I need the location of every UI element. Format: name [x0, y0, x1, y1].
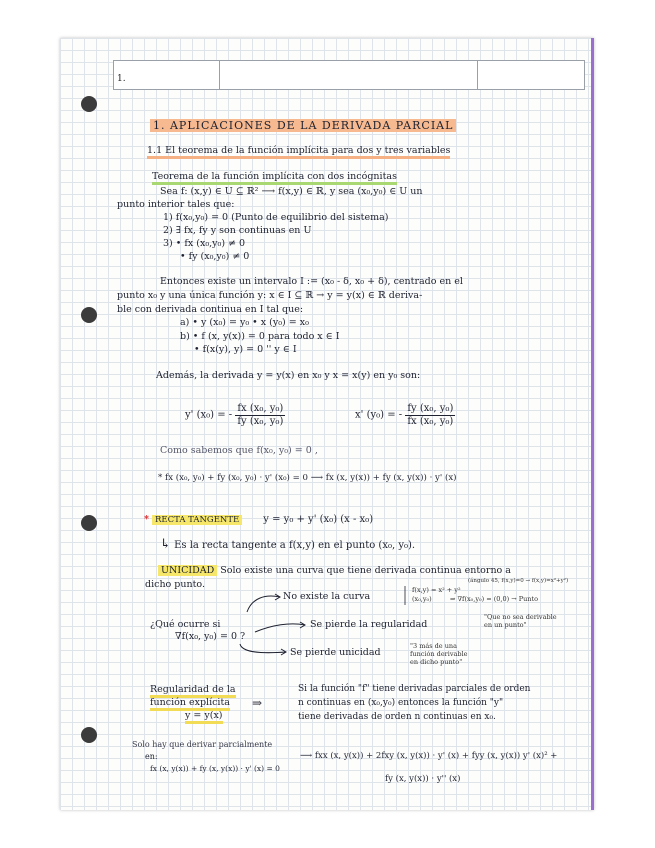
example-case: f(x,y) = x² + y²: [412, 586, 461, 594]
regularity-text: tiene derivadas de orden n continuas en x₀.: [298, 712, 496, 722]
como-sabemos: Como sabemos que f(x₀, y₀) = 0 ,: [160, 445, 318, 456]
tangent-line-description: ↳ Es la recta tangente a f(x,y) en el punto (x₀, y₀).: [160, 537, 416, 552]
branch-no-curve: No existe la curva: [283, 591, 371, 602]
property-b2: • f(x(y), y) = 0 '' y ∈ I: [194, 344, 297, 355]
derivative-intro: Además, la derivada y = y(x) en x₀ y x = x(y) en y₀ son:: [156, 370, 421, 381]
formula-y-prime: y' (x₀) = - $\frac{\text{fx (x₀, y₀)}}{\text{fy (x₀, y₀)}}$: [185, 403, 284, 427]
regularity-text: n continuas en (x₀,y₀) entonces la función "y": [298, 698, 504, 708]
second-derivative-line: fy (x, y(x)) · y'' (x): [385, 774, 461, 784]
regularity-label: función explícita: [150, 698, 230, 709]
question-line: ¿Qué ocurre si: [150, 619, 221, 630]
regularity-note: "Que no sea derivable en un punto": [484, 613, 557, 629]
notes-title: 1. APLICACIONES DE LA DERIVADA PARCIAL: [150, 120, 456, 133]
condition-3: 3) • fx (x₀,y₀) ≠ 0: [163, 238, 246, 249]
tangent-line-heading: * RECTA TANGENTE y = y₀ + y' (x₀) (x - x₀): [144, 514, 374, 525]
section-heading: 1.1 El teorema de la función implícita para dos y tres variables: [147, 146, 450, 157]
derivation-intro: Solo hay que derivar parcialmente: [132, 740, 273, 749]
branch-regularity: Se pierde la regularidad: [310, 619, 428, 630]
implies-arrow: ⇒: [252, 696, 263, 710]
second-derivative-line: ⟶ fxx (x, y(x)) + 2fxy (x, y(x)) · y' (x) + fyy (x, y(x)) y' (x)² +: [300, 751, 558, 761]
condition-2: 2) ∃ fx, fy y son continuas en U: [163, 225, 312, 236]
example-case: ⇒ ∇f(x₀,y₀) = (0,0) → Punto: [450, 595, 538, 603]
regularity-label: Regularidad de la: [150, 685, 236, 696]
property-b: b) • f (x, y(x)) = 0 para todo x ∈ I: [180, 331, 340, 342]
property-a: a) • y (x₀) = y₀ • x (y₀) = x₀: [180, 317, 309, 328]
formula-x-prime: x' (y₀) = - $\frac{\text{fy (x₀, y₀)}}{\text{fx (x₀, y₀)}}$: [355, 403, 454, 427]
theorem-line: punto interior tales que:: [117, 199, 235, 210]
condition-1: 1) f(x₀,y₀) = 0 (Punto de equilibrio del sistema): [163, 212, 389, 223]
derivation-intro: en:: [145, 752, 158, 761]
derivation-base: fx (x, y(x)) + fy (x, y(x)) · y' (x) = 0: [150, 764, 280, 773]
question-line: ∇f(x₀, y₀) = 0 ?: [175, 631, 246, 642]
example-case: (x₀,y₀): [412, 595, 432, 603]
uniqueness-line: dicho punto.: [145, 579, 206, 590]
fraction: $\frac{\text{fx (x₀, y₀)}}{\text{fy (x₀, y₀)}}$: [237, 403, 284, 427]
fraction: $\frac{\text{fy (x₀, y₀)}}{\text{fx (x₀, y₀)}}$: [407, 403, 454, 427]
paragraph-line: punto x₀ y una única función y: x ∈ I ⊆ ℝ → y = y(x) ∈ ℝ deriva-: [117, 290, 423, 301]
chain-rule-line: * fx (x₀, y₀) + fy (x₀, y₀) · y' (x₀) = 0 ⟶ fx (x, y(x)) + fy (x, y(x)) · y' (x): [158, 473, 457, 483]
condition-4: • fy (x₀,y₀) ≠ 0: [180, 251, 250, 262]
regularity-label: y = y(x): [185, 711, 223, 722]
theorem-heading: Teorema de la función implícita con dos incógnitas: [152, 172, 397, 183]
theorem-line: Sea f: (x,y) ∈ U ⊆ ℝ² ⟶ f(x,y) ∈ ℝ, y sea (x₀,y₀) ∈ U un: [160, 186, 423, 197]
paragraph-line: Entonces existe un intervalo I := (x₀ - δ, x₀ + δ), centrado en el: [160, 276, 463, 287]
paragraph-line: ble con derivada continua en I tal que:: [117, 304, 304, 315]
page-number: 1.: [117, 74, 126, 84]
branch-uniqueness: Se pierde unicidad: [290, 647, 381, 658]
regularity-text: Si la función "f" tiene derivadas parciales de orden: [298, 684, 531, 694]
uniqueness-note: "3 más de una función derivable en dicho punto": [410, 642, 468, 666]
example-note: (ángulo 45, f(x,y)=0 → f(x,y)=x²+y²): [468, 578, 569, 584]
uniqueness-line: UNICIDAD Solo existe una curva que tiene derivada continua entorno a: [158, 566, 511, 577]
